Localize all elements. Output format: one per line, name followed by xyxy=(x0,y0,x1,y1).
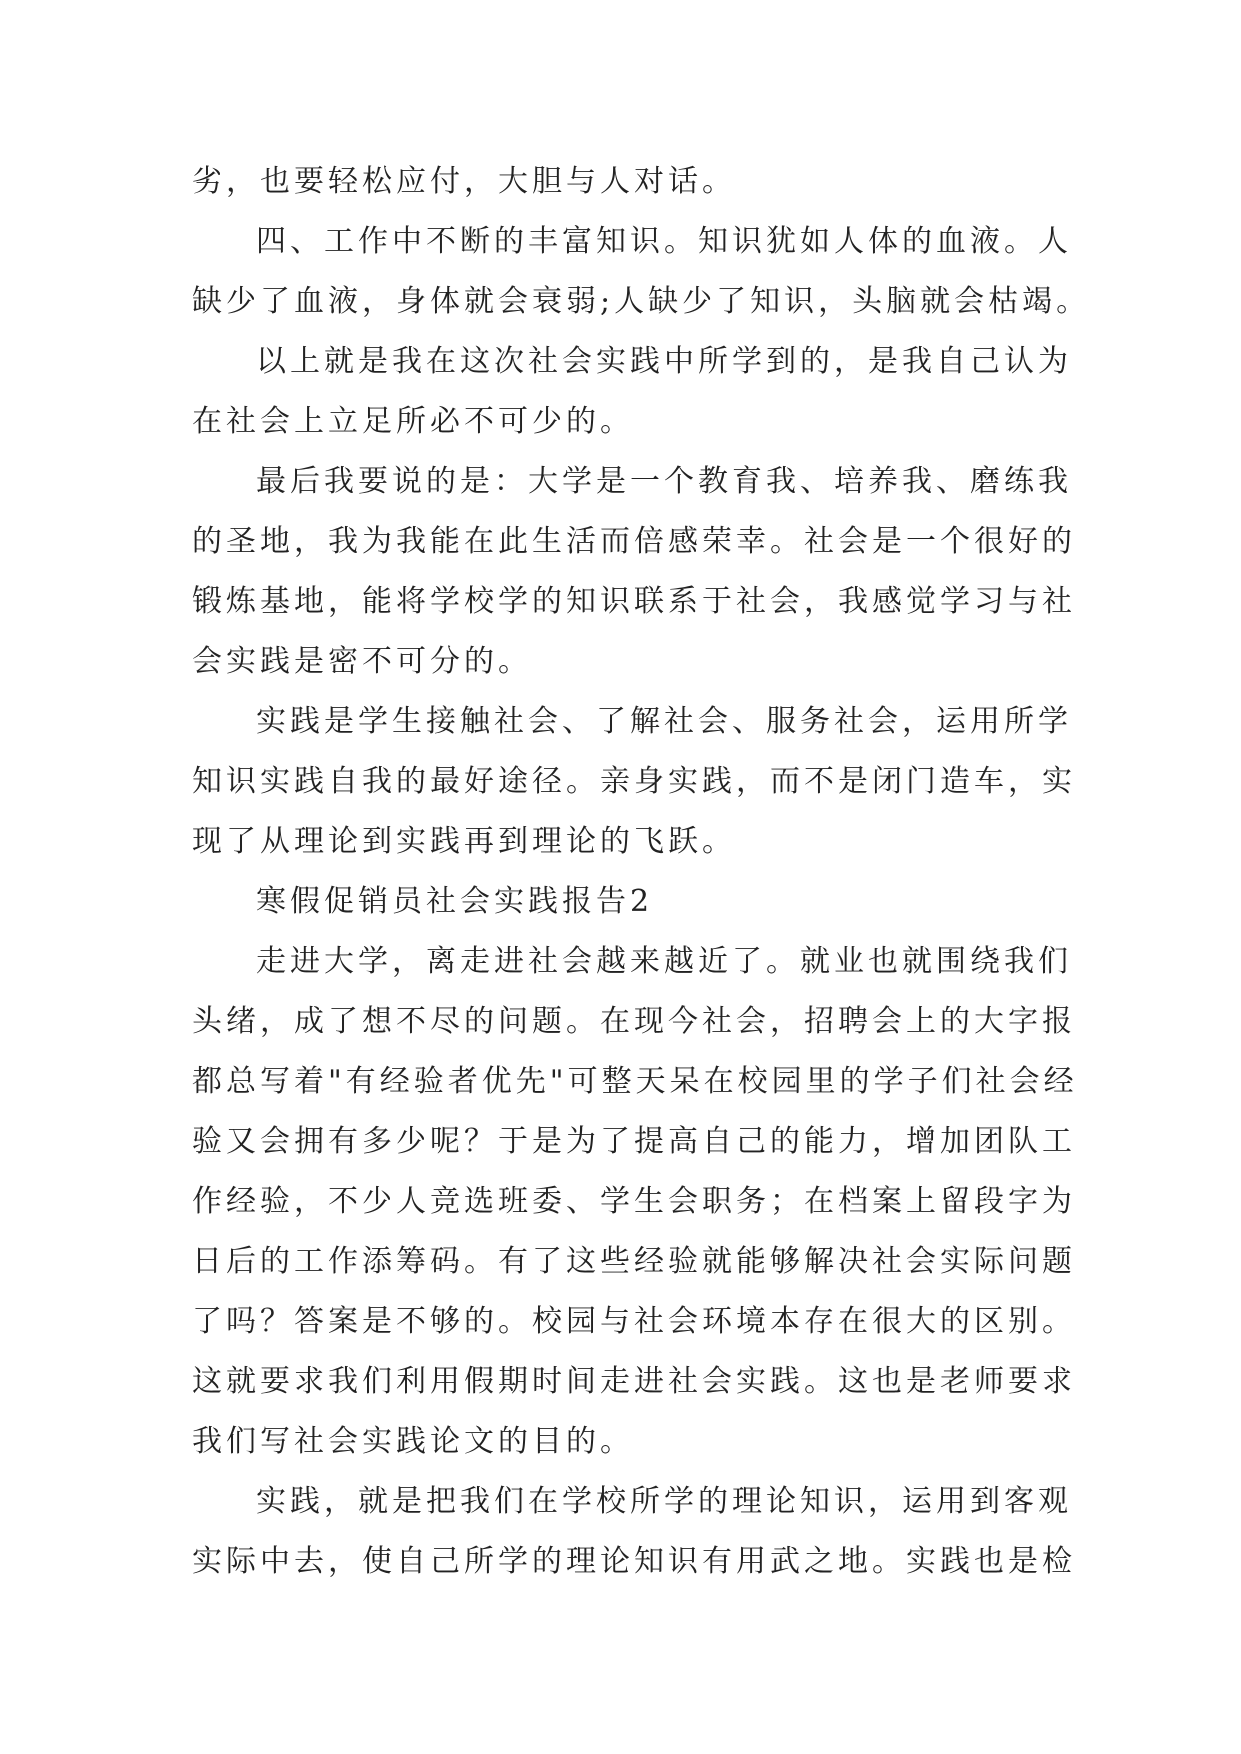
paragraph-start-line: 实践，就是把我们在学校所学的理论知识，运用到客观 xyxy=(256,1484,1072,1519)
paragraph-start-line: 最后我要说的是：大学是一个教育我、培养我、磨练我 xyxy=(256,464,1072,499)
text-line: 我们写社会实践论文的目的。 xyxy=(192,1424,634,1459)
text-line: 这就要求我们利用假期时间走进社会实践。这也是老师要求 xyxy=(192,1364,1076,1399)
paragraph-start-line: 实践是学生接触社会、了解社会、服务社会，运用所学 xyxy=(256,704,1072,739)
paragraph-start-line: 四、工作中不断的丰富知识。知识犹如人体的血液。人 xyxy=(256,224,1072,259)
text-line: 锻炼基地，能将学校学的知识联系于社会，我感觉学习与社 xyxy=(192,584,1076,619)
text-line: 劣，也要轻松应付，大胆与人对话。 xyxy=(192,164,736,199)
text-line: 会实践是密不可分的。 xyxy=(192,644,532,679)
document-page xyxy=(192,152,1091,1592)
text-line: 头绪，成了想不尽的问题。在现今社会，招聘会上的大字报 xyxy=(192,1004,1076,1039)
text-line: 在社会上立足所必不可少的。 xyxy=(192,404,634,439)
text-line: 现了从理论到实践再到理论的飞跃。 xyxy=(192,824,736,859)
text-line: 日后的工作添筹码。有了这些经验就能够解决社会实际问题 xyxy=(192,1244,1076,1279)
text-line: 的圣地，我为我能在此生活而倍感荣幸。社会是一个很好的 xyxy=(192,524,1076,559)
text-line: 了吗？答案是不够的。校园与社会环境本存在很大的区别。 xyxy=(192,1304,1076,1339)
text-line: 都总写着"有经验者优先"可整天呆在校园里的学子们社会经 xyxy=(192,1064,1078,1099)
paragraph-start-line: 走进大学，离走进社会越来越近了。就业也就围绕我们 xyxy=(256,944,1072,979)
text-line: 作经验，不少人竞选班委、学生会职务；在档案上留段字为 xyxy=(192,1184,1076,1219)
text-line: 知识实践自我的最好途径。亲身实践，而不是闭门造车，实 xyxy=(192,764,1076,799)
paragraph-start-line: 以上就是我在这次社会实践中所学到的，是我自己认为 xyxy=(256,344,1072,379)
section-heading: 寒假促销员社会实践报告2 xyxy=(256,884,654,919)
text-line: 验又会拥有多少呢？于是为了提高自己的能力，增加团队工 xyxy=(192,1124,1076,1159)
text-line: 缺少了血液，身体就会衰弱;人缺少了知识，头脑就会枯竭。 xyxy=(192,284,1091,319)
text-line: 实际中去，使自己所学的理论知识有用武之地。实践也是检 xyxy=(192,1544,1076,1579)
